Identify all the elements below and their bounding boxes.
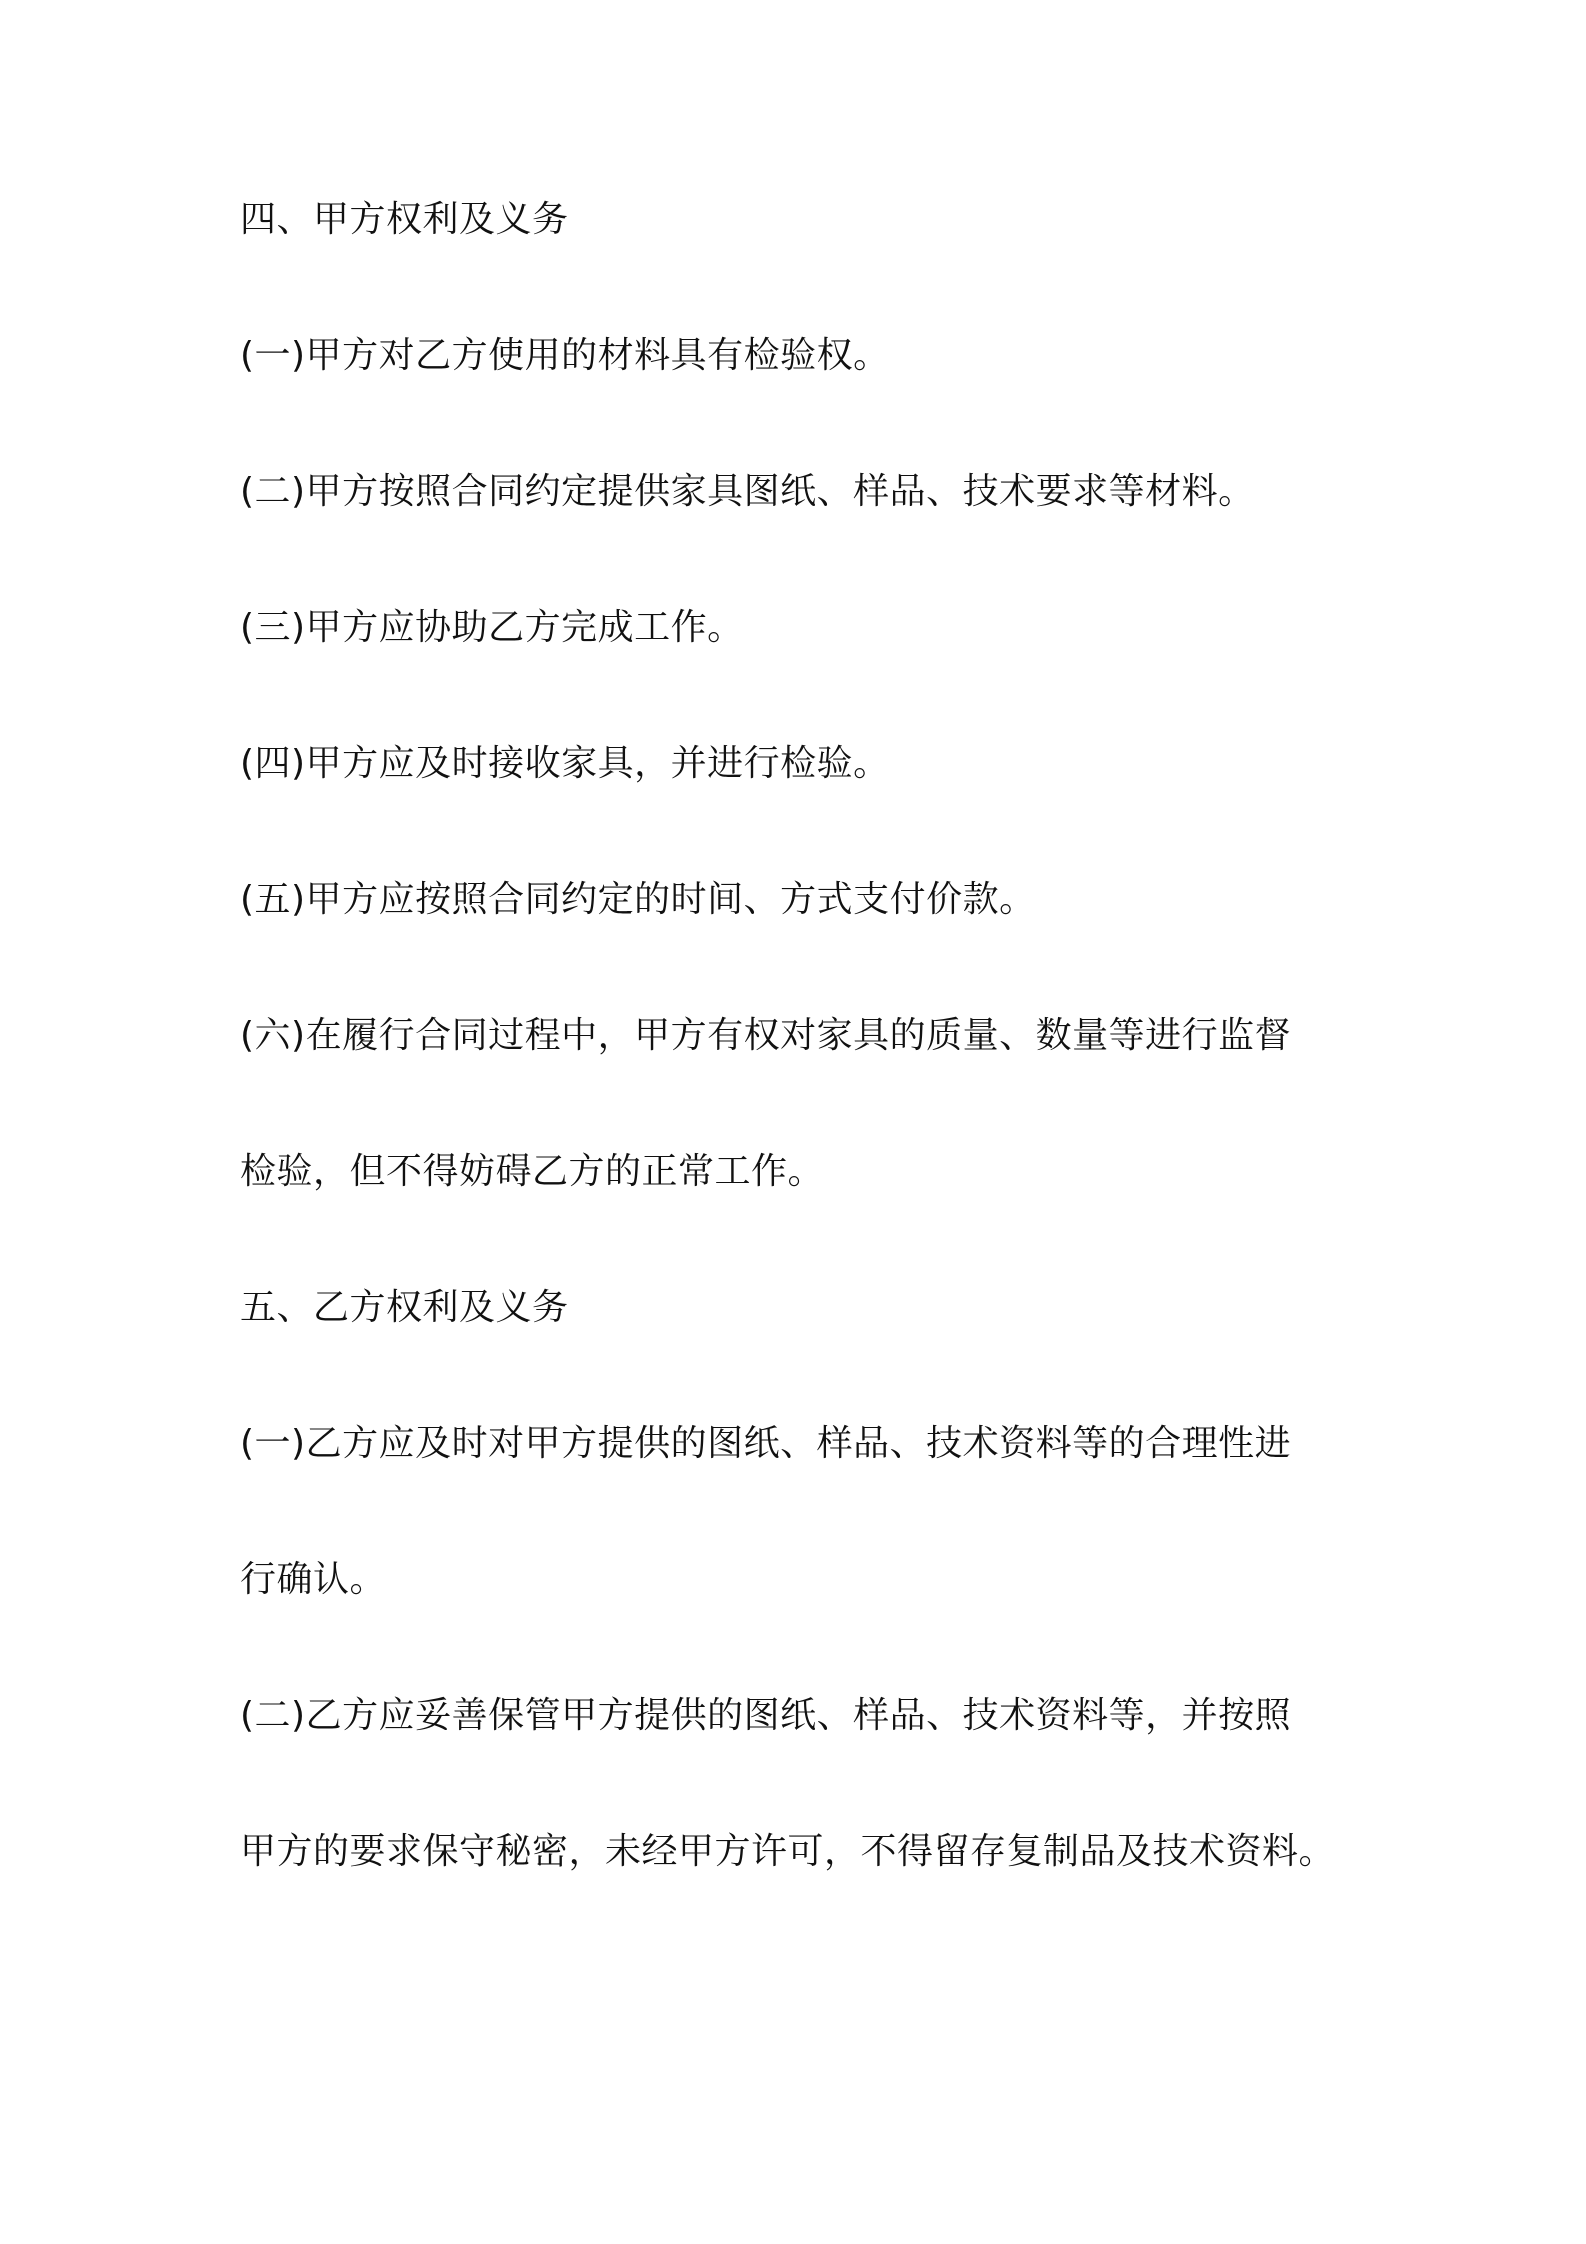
clause-a-2: (二)甲方按照合同约定提供家具图纸、样品、技术要求等材料。	[240, 471, 1255, 512]
clause-a-6-line-2: 检验，但不得妨碍乙方的正常工作。	[240, 1151, 825, 1192]
clause-a-6-line-1: (六)在履行合同过程中，甲方有权对家具的质量、数量等进行监督	[240, 1015, 1292, 1056]
clause-a-1: (一)甲方对乙方使用的材料具有检验权。	[240, 335, 890, 376]
clause-b-1-line-1: (一)乙方应及时对甲方提供的图纸、样品、技术资料等的合理性进	[240, 1423, 1292, 1464]
clause-b-2-line-1: (二)乙方应妥善保管甲方提供的图纸、样品、技术资料等，并按照	[240, 1695, 1292, 1736]
clause-b-2-line-2: 甲方的要求保守秘密，未经甲方许可，不得留存复制品及技术资料。	[240, 1831, 1336, 1872]
section-heading-party-b: 五、乙方权利及义务	[240, 1287, 569, 1328]
clause-a-4: (四)甲方应及时接收家具，并进行检验。	[240, 743, 890, 784]
clause-a-3: (三)甲方应协助乙方完成工作。	[240, 607, 744, 648]
clause-a-5: (五)甲方应按照合同约定的时间、方式支付价款。	[240, 879, 1036, 920]
section-heading-party-a: 四、甲方权利及义务	[240, 199, 569, 240]
clause-b-1-line-2: 行确认。	[240, 1559, 387, 1600]
